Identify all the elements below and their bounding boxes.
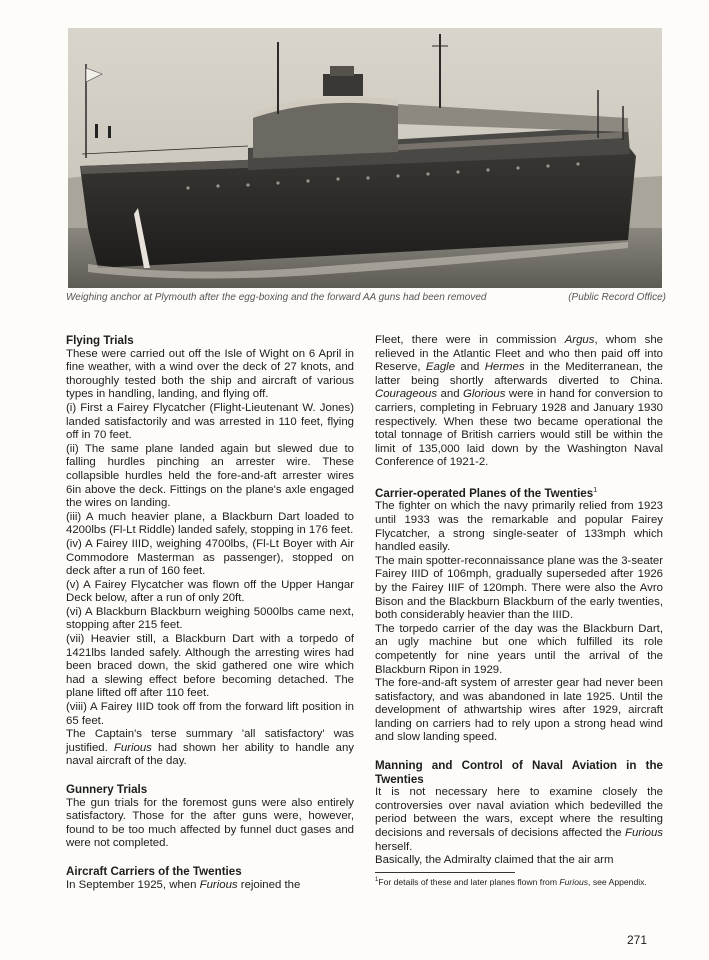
page-number: 271: [627, 933, 648, 947]
heading-aircraft-carriers: Aircraft Carriers of the Twenties: [66, 864, 242, 878]
heading-gunnery-trials: Gunnery Trials: [66, 783, 148, 796]
ship-name: Furious: [625, 827, 663, 840]
text-run: For details of these and later planes flown from: [378, 876, 560, 887]
text-run: and: [455, 361, 485, 374]
heading-carrier-planes: [375, 484, 663, 500]
footnote-divider: [375, 872, 515, 873]
footnote-mark: 1: [375, 876, 379, 883]
text-run: herself.: [375, 840, 413, 853]
paragraph: (v) A Fairey Flycatcher was flown off the Upper Hangar Deck below, after a run of only 20ft.: [66, 578, 354, 605]
ship-name: Eagle: [425, 361, 456, 374]
paragraph: (i) First a Fairey Flycatcher (Flight-Lieutenant W. Jones) landed satisfactorily and was arrested in 110 feet, flying off in 70 feet.: [66, 401, 354, 442]
text-run: In September 1925, when: [66, 878, 200, 891]
footnote: [375, 875, 663, 888]
caption-text: Weighing anchor at Plymouth after the egg-boxing and the forward AA guns had been removed: [66, 292, 487, 303]
ship-name: Hermes: [484, 361, 525, 374]
paragraph: (ii) The same plane landed again but slewed due to falling hurdles pinching an arrester wire. These collapsible hurdles held the fore-and-aft arrester wires 6in above the deck. Fittings on the plane's axle engaged the wires on landing.: [66, 442, 354, 510]
ship-photograph: [68, 28, 662, 288]
text-run: The Captain's terse summary 'all satisfactory' was justified.: [66, 728, 354, 754]
paragraph: [66, 879, 354, 893]
paragraph: (viii) A Fairey IIID took off from the forward lift position in 65 feet.: [66, 701, 354, 727]
paragraph: (vii) Heavier still, a Blackburn Dart with a torpedo of 1421lbs landed safely. Although the arresting wires had been braced down, the skid gathered one wire which had a slewing effect before becoming detached. The plane lifted off after 110 feet.: [66, 633, 354, 700]
ship-name: Glorious: [463, 388, 506, 401]
paragraph: These were carried out off the Isle of Wight on 6 April in fine weather, with a wind over the deck of 27 knots, and thoroughly tested both the ship and aircraft of various types in handling, landing, and flying off.: [66, 347, 354, 401]
ship-name: Furious: [559, 876, 589, 887]
ship-name: Courageous: [375, 388, 438, 401]
right-column: [375, 334, 663, 888]
footnote-ref: 1: [593, 486, 598, 494]
photo-caption: [66, 292, 666, 303]
text-run: , whom she relieved in the Atlantic Fleet and who then paid off into Reserve,: [375, 334, 663, 374]
paragraph: The fore-and-aft system of arrester gear had never been satisfactory, and was abandoned in late 1925. Until the development of athwartship wires after 1929, aircraft landing on carriers had to rely upon a strong head wind and slow landing speed.: [375, 677, 663, 744]
paragraph: The gun trials for the foremost guns were also entirely satisfactory. Those for the after guns were, however, found to be too much affected by funnel duct gases and were not completed.: [66, 796, 354, 850]
paragraph: [66, 728, 354, 769]
paragraph: [375, 786, 663, 854]
text-run: Fleet, there were in commission: [375, 334, 565, 346]
text-run: had shown her ability to handle any naval aircraft of the day.: [66, 741, 354, 768]
paragraph: The main spotter-reconnaissance plane was the 3-seater Fairey IIID of 106mph, gradually superseded after 1926 by the Fairey IIIF of 120mph. There were also the Avro Bison and the Blackburn Blackburn of the early twenties, both considerably heavier than the IIID.: [375, 554, 663, 622]
text-run: It is not necessary here to examine closely the controversies over naval aviation which bedevilled the period between the wars, except where the resulting decisions and reversals of decisions affected the: [375, 786, 663, 840]
paragraph: Basically, the Admiralty claimed that the air arm: [375, 854, 614, 867]
text-run: and: [437, 388, 463, 401]
left-column: [66, 334, 354, 892]
photo-credit: (Public Record Office): [568, 292, 666, 303]
text-run: rejoined the: [237, 878, 301, 891]
paragraph: (vi) A Blackburn Blackburn weighing 5000lbs came next, stopping after 215 feet.: [66, 605, 354, 632]
ship-name: Furious: [113, 741, 152, 754]
heading-flying-trials: Flying Trials: [66, 334, 134, 347]
ship-name: Furious: [199, 878, 238, 891]
heading-text: Carrier-operated Planes of the Twenties: [375, 486, 594, 500]
paragraph: [375, 334, 663, 470]
text-run: were in hand for conversion to carriers, completing in February 1928 and January 1930 respectively. When these two became operational the total tonnage of British carriers would still be within the limit of 135,000 laid down by the Washington Naval Conference of 1921-2.: [375, 388, 663, 469]
paragraph: The fighter on which the navy primarily relied from 1923 until 1933 was the remarkable and popular Fairey Flycatcher, a strong single-seater of 133mph which handled easily.: [375, 500, 663, 554]
paragraph: The torpedo carrier of the day was the Blackburn Dart, an ugly machine but one which fulfilled its role competently for nine years until the arrival of the Blackburn Ripon in 1929.: [375, 622, 663, 676]
aircraft-carrier-illustration: [68, 28, 662, 288]
paragraph: (iii) A much heavier plane, a Blackburn Dart loaded to 4200lbs (Fl-Lt Riddle) landed safely, stopping in 176 feet.: [66, 510, 354, 537]
ship-name: Argus: [564, 334, 595, 346]
heading-manning-control: Manning and Control of Naval Aviation in the Twenties: [375, 759, 663, 786]
paragraph: (iv) A Fairey IIID, weighing 4700lbs, (Fl-Lt Boyer with Air Commodore Masterman as passenger), stopped on deck after a run of 160 feet.: [66, 537, 354, 578]
text-run: , see Appendix.: [588, 876, 647, 887]
text-run: in the Mediterranean, the latter being shortly afterwards diverted to China.: [375, 361, 664, 387]
